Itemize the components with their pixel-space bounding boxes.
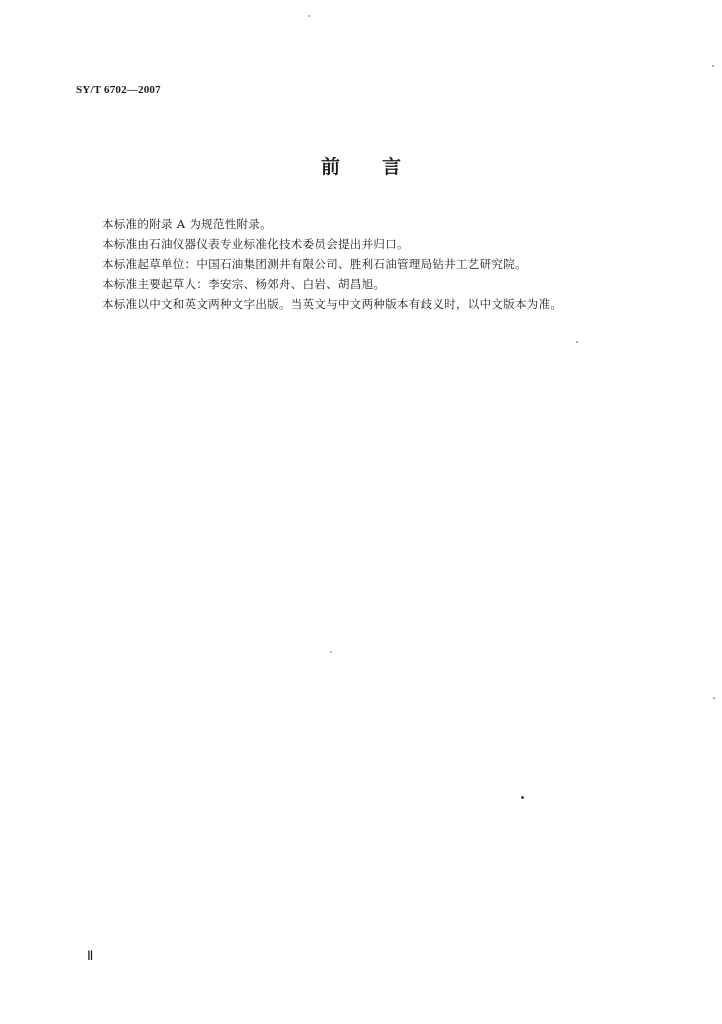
preface-line: 本标准以中文和英文两种文字出版。当英文与中文两种版本有歧义时，以中文版本为准。 (102, 297, 563, 311)
scan-speck (308, 15, 310, 17)
scan-speck (712, 65, 714, 67)
scan-speck (713, 697, 715, 699)
preface-line: 本标准主要起草人：李安宗、杨郊舟、白岩、胡昌旭。 (102, 277, 386, 291)
scan-speck (576, 341, 578, 343)
scan-speck (521, 796, 524, 799)
page-number: Ⅱ (87, 948, 94, 963)
scan-speck (330, 651, 332, 653)
preface-body (102, 214, 662, 314)
standard-code: SY/T 6702—2007 (76, 84, 161, 96)
preface-line: 本标准由石油仪器仪表专业标准化技术委员会提出并归口。 (102, 237, 409, 251)
preface-line: 本标准的附录 A 为规范性附录。 (102, 217, 272, 231)
preface-line: 本标准起草单位：中国石油集团测井有限公司、胜利石油管理局钻井工艺研究院。 (102, 257, 527, 271)
page-title: 前言 (320, 156, 443, 178)
